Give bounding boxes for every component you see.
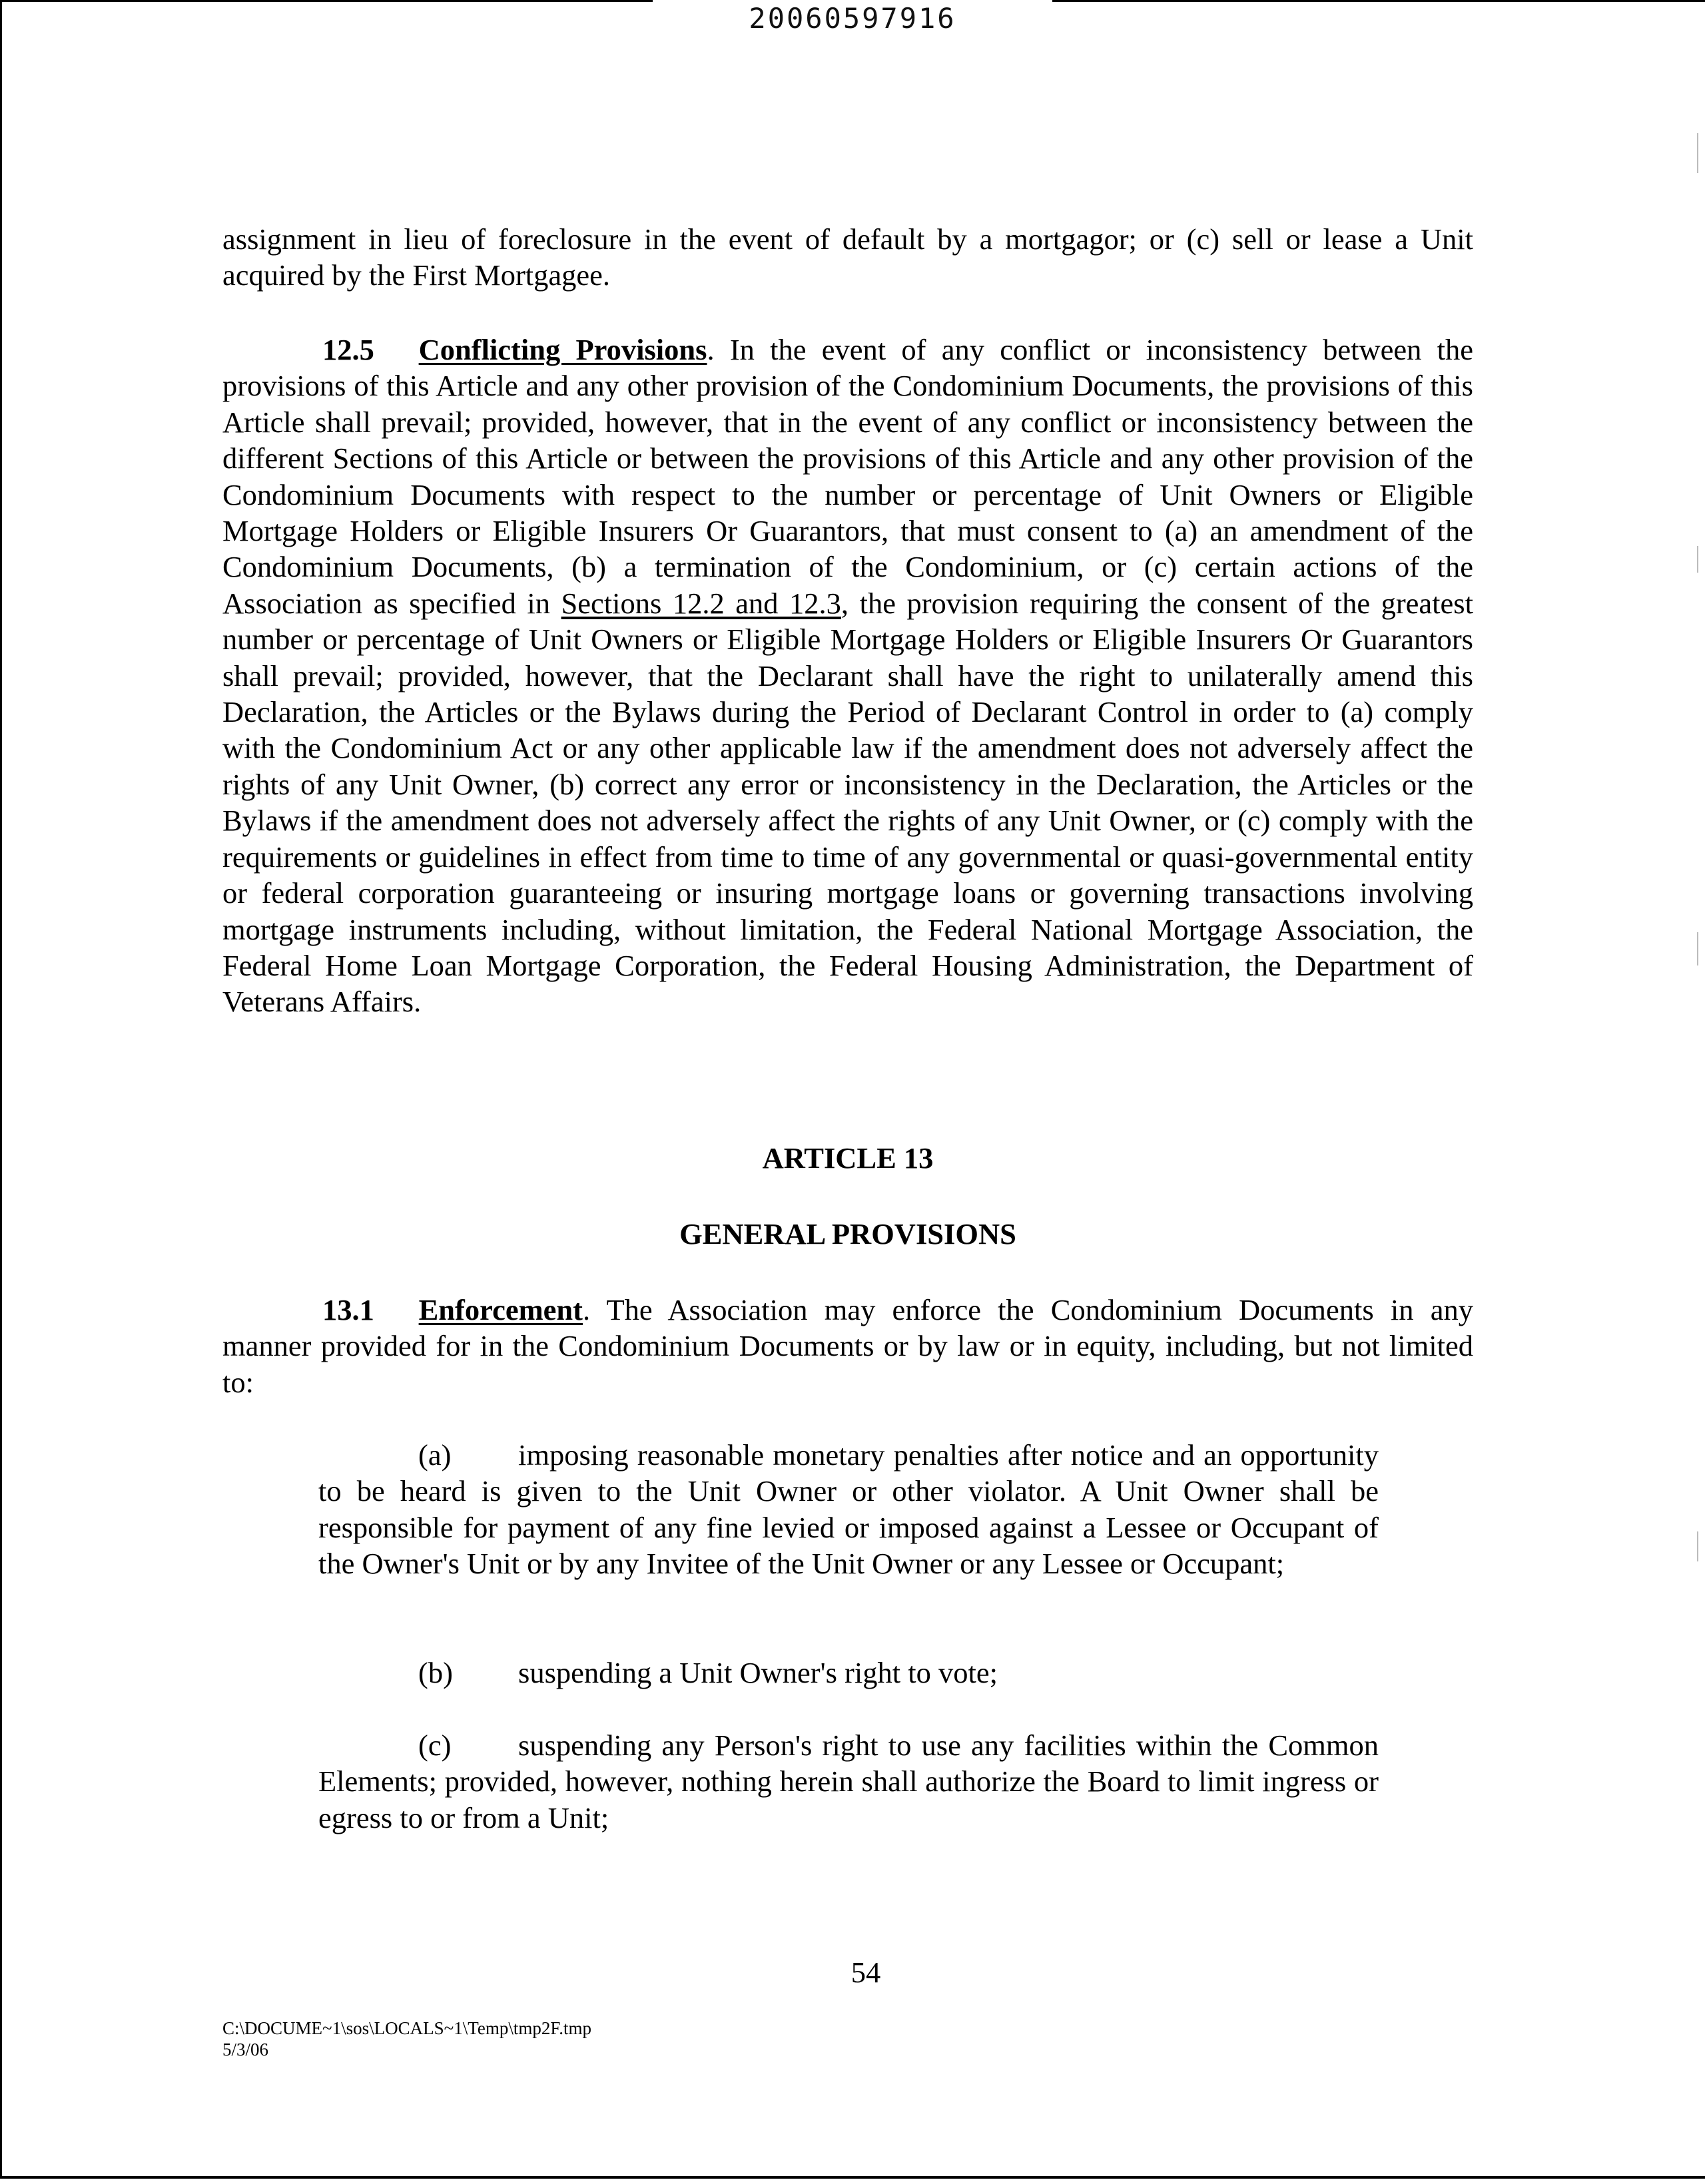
document-number: 20060597916 xyxy=(749,2,956,35)
article-title: GENERAL PROVISIONS xyxy=(679,1217,1016,1250)
list-item xyxy=(318,1655,1379,1691)
section-number: 13.1 xyxy=(322,1293,374,1326)
section-body-part-1: . In the event of any conflict or inconsistency between the provisions of this Article and any other provision of the Condominium Documents, the provisions of this Article shall prevail; provided, however, that in the event of any conflict or inconsistency between the different Sections of this Article or between the provisions of this Article and any other provision of the Condominium Documents with respect to the number or percentage of Unit Owners or Eligible Mortgage Holders or Eligible Insurers Or Guarantors, that must consent to (a) an amendment of the Condominium Documents, (b) a termination of the Condominium, or (c) certain actions of the Association as specified in xyxy=(222,333,1474,620)
scan-border-top-right xyxy=(1052,0,1705,2)
scan-mark xyxy=(1697,546,1698,573)
section-cross-reference: Sections 12.2 and 12.3 xyxy=(561,586,841,620)
list-item xyxy=(318,1437,1379,1582)
scan-mark xyxy=(1697,932,1698,965)
list-item xyxy=(318,1727,1379,1836)
list-item-label: (a) xyxy=(418,1438,452,1472)
page-number: 54 xyxy=(851,1956,881,1989)
section-body: . The Association may enforce the Condominium Documents in any manner provided for in the Condominium Documents or by law or in equity, including, but not limited to: xyxy=(222,1293,1473,1399)
section-12-5-paragraph xyxy=(222,332,1473,1020)
list-item-text: imposing reasonable monetary penalties after notice and an opportunity to be heard is given to the Unit Owner or other violator. A Unit Owner shall be responsible for payment of any fine levied or imposed against a Lessee or Occupant of the Owner's Unit or by any Invitee of the Unit Owner or any Lessee or Occupant; xyxy=(318,1438,1379,1581)
section-12-5 xyxy=(222,332,1473,1020)
paragraph-continuation xyxy=(222,221,1473,294)
scan-border-top-left xyxy=(0,0,653,2)
list-item-label: (b) xyxy=(418,1656,453,1689)
section-13-1 xyxy=(222,1292,1473,1400)
footer-date: 5/3/06 xyxy=(222,2040,269,2059)
section-13-1-paragraph xyxy=(222,1292,1473,1400)
section-title: Conflicting Provisions xyxy=(418,333,707,366)
section-body-part-2: , the provision requiring the consent of the greatest number or percentage of Unit Owners or Eligible Mortgage Holders or Eligible Insurers Or Guarantors shall prevail; provided, however, that the Declarant shall have the right to unilaterally amend this Declaration, the Articles or the Bylaws during the Period of Declarant Control in order to (a) comply with the Condominium Act or any other applicable law if the amendment does not adversely affect the rights of any Unit Owner, (b) correct any error or inconsistency in the Declaration, the Articles or the Bylaws if the amendment does not adversely affect the rights of any Unit Owner, or (c) comply with the requirements or guidelines in effect from time to time of any governmental or quasi-governmental entity or federal corporation guaranteeing or insuring mortgage loans or governing transactions involving mortgage instruments including, without limitation, the Federal National Mortgage Association, the Federal Home Loan Mortgage Corporation, the Federal Housing Administration, the Department of Veterans Affairs. xyxy=(222,586,1473,1019)
scan-border-left xyxy=(0,0,2,2179)
list-item-text: suspending any Person's right to use any facilities within the Common Elements; provided, however, nothing herein shall authorize the Board to limit ingress or egress to or from a Unit; xyxy=(318,1729,1379,1834)
section-title: Enforcement xyxy=(418,1293,583,1326)
list-item-label: (c) xyxy=(418,1729,452,1762)
list-item-text: suspending a Unit Owner's right to vote; xyxy=(518,1656,998,1689)
scan-border-bottom xyxy=(0,2176,1705,2179)
paragraph-text: assignment in lieu of foreclosure in the event of default by a mortgagor; or (c) sell or lease a Unit acquired by the First Mortgagee. xyxy=(222,222,1473,292)
footer-file-path: C:\DOCUME~1\sos\LOCALS~1\Temp\tmp2F.tmp xyxy=(222,2018,591,2038)
list-item-paragraph xyxy=(318,1655,1379,1691)
list-item-paragraph xyxy=(318,1727,1379,1836)
footer xyxy=(222,2018,591,2060)
section-number: 12.5 xyxy=(322,333,374,366)
scan-mark xyxy=(1697,133,1698,173)
scan-mark xyxy=(1697,1531,1698,1561)
list-item-paragraph xyxy=(318,1437,1379,1582)
article-heading: ARTICLE 13 xyxy=(762,1141,934,1175)
